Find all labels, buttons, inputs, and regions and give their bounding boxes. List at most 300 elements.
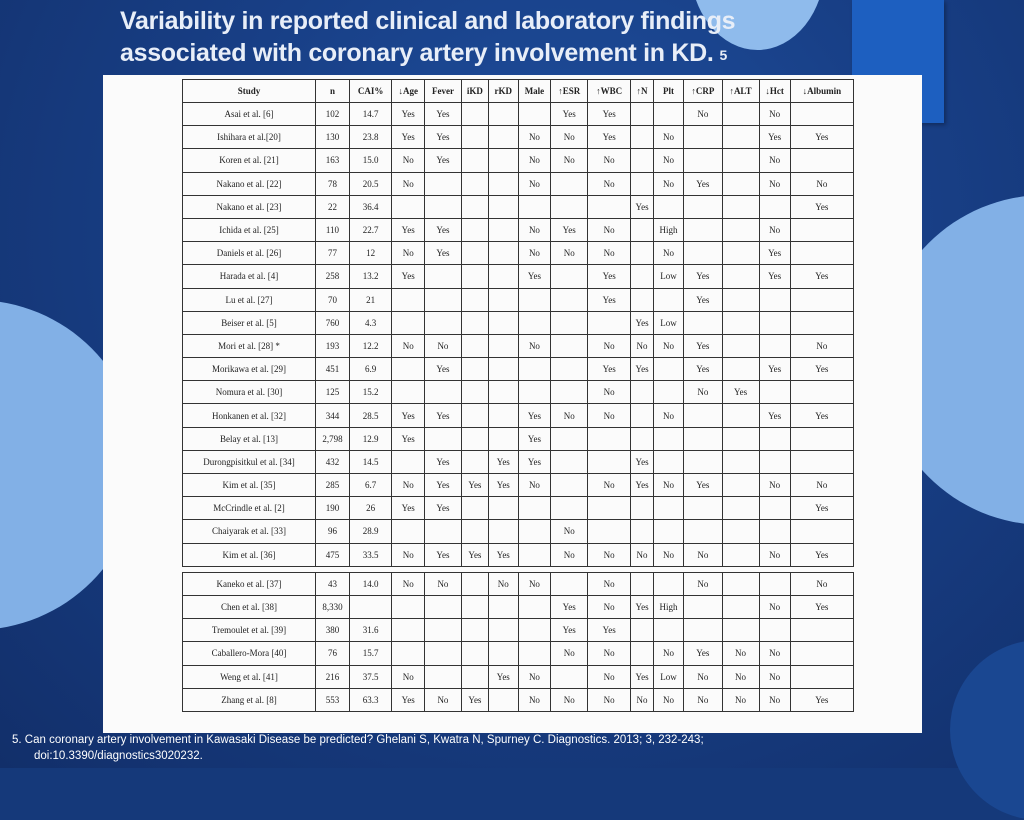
table-cell: No	[722, 642, 759, 665]
column-header: Study	[183, 80, 316, 103]
table-cell: Yes	[790, 497, 853, 520]
table-cell	[684, 450, 722, 473]
table-cell: Yes	[518, 450, 551, 473]
study-cell: Weng et al. [41]	[183, 665, 316, 688]
table-cell	[392, 381, 425, 404]
table-cell	[653, 358, 683, 381]
study-cell: Caballero-Mora [40]	[183, 642, 316, 665]
footnote-citation: 5. Can coronary artery involvement in Kawasaki Disease be predicted? Ghelani S, Kwatra N, Spurney C. Diagnostics. 2013; 3, 232-243;	[12, 734, 704, 746]
table-cell	[518, 497, 551, 520]
table-cell	[759, 450, 790, 473]
table-cell	[588, 497, 631, 520]
table-cell: No	[588, 334, 631, 357]
table-cell	[518, 288, 551, 311]
table-cell: No	[425, 334, 462, 357]
table-cell: No	[631, 688, 654, 711]
table-cell	[518, 195, 551, 218]
table-cell: No	[518, 334, 551, 357]
column-header: CAI%	[349, 80, 391, 103]
study-cell: Chaiyarak et al. [33]	[183, 520, 316, 543]
table-cell: 76	[316, 642, 350, 665]
table-cell	[759, 195, 790, 218]
table-cell	[722, 358, 759, 381]
table-cell	[551, 427, 588, 450]
table-cell	[722, 311, 759, 334]
table-cell: No	[759, 103, 790, 126]
table-cell: No	[588, 218, 631, 241]
table-cell	[518, 358, 551, 381]
table-cell: Yes	[518, 404, 551, 427]
table-cell	[392, 288, 425, 311]
table-cell: No	[653, 172, 683, 195]
study-cell: Harada et al. [4]	[183, 265, 316, 288]
table-cell: Yes	[425, 474, 462, 497]
table-cell: 36.4	[349, 195, 391, 218]
table-cell: Yes	[759, 358, 790, 381]
table-cell	[631, 288, 654, 311]
table-cell	[722, 497, 759, 520]
column-header: ↓Hct	[759, 80, 790, 103]
table-cell	[684, 595, 722, 618]
table-row	[183, 358, 854, 381]
table-row	[183, 642, 854, 665]
table-cell: 14.0	[349, 572, 391, 595]
study-cell: Beiser et al. [5]	[183, 311, 316, 334]
table-cell: 78	[316, 172, 350, 195]
title-reference: 5	[719, 47, 728, 63]
table-cell	[653, 497, 683, 520]
table-cell: 6.9	[349, 358, 391, 381]
table-cell: Yes	[759, 126, 790, 149]
table-cell: Yes	[425, 149, 462, 172]
table-cell: 125	[316, 381, 350, 404]
table-cell: No	[588, 665, 631, 688]
title-line-1: Variability in reported clinical and laboratory findings	[120, 7, 736, 35]
table-cell	[489, 381, 519, 404]
study-cell: Morikawa et al. [29]	[183, 358, 316, 381]
table-cell: Yes	[518, 265, 551, 288]
study-cell: Zhang et al. [8]	[183, 688, 316, 711]
table-cell	[551, 311, 588, 334]
table-cell	[425, 665, 462, 688]
table-cell: 553	[316, 688, 350, 711]
table-cell: No	[518, 172, 551, 195]
study-cell: Chen et al. [38]	[183, 595, 316, 618]
table-cell: Yes	[790, 543, 853, 566]
table-cell	[790, 642, 853, 665]
title-line-2	[120, 37, 840, 69]
table-cell: Yes	[392, 404, 425, 427]
table-cell: No	[653, 474, 683, 497]
table-row	[183, 242, 854, 265]
study-cell: Koren et al. [21]	[183, 149, 316, 172]
table-cell: 20.5	[349, 172, 391, 195]
table-cell: 23.8	[349, 126, 391, 149]
table-cell: Yes	[631, 195, 654, 218]
table-cell	[551, 474, 588, 497]
table-cell	[551, 497, 588, 520]
table-cell	[631, 103, 654, 126]
table-cell	[684, 311, 722, 334]
table-cell: 163	[316, 149, 350, 172]
table-cell	[392, 642, 425, 665]
table-cell	[551, 334, 588, 357]
table-cell	[551, 665, 588, 688]
table-cell	[631, 642, 654, 665]
table-cell: 8,330	[316, 595, 350, 618]
study-cell: Kim et al. [35]	[183, 474, 316, 497]
table-cell: 14.5	[349, 450, 391, 473]
table-cell: 451	[316, 358, 350, 381]
table-cell	[551, 265, 588, 288]
table-row	[183, 195, 854, 218]
table-cell	[425, 311, 462, 334]
table-cell	[722, 218, 759, 241]
table-row	[183, 311, 854, 334]
table-cell	[461, 595, 488, 618]
column-header: ↓Albumin	[790, 80, 853, 103]
table-cell: No	[551, 126, 588, 149]
table-cell: No	[392, 543, 425, 566]
table-cell	[631, 126, 654, 149]
table-cell	[722, 288, 759, 311]
table-cell	[461, 642, 488, 665]
table-cell	[551, 172, 588, 195]
table-cell	[653, 195, 683, 218]
table-cell: 216	[316, 665, 350, 688]
table-cell	[518, 543, 551, 566]
table-cell: 12.2	[349, 334, 391, 357]
table-cell: No	[653, 149, 683, 172]
table-image	[103, 75, 922, 733]
table-cell: No	[425, 688, 462, 711]
slide-title	[120, 5, 840, 69]
table-cell	[759, 334, 790, 357]
table-cell: No	[588, 242, 631, 265]
table-cell	[518, 103, 551, 126]
study-cell: Belay et al. [13]	[183, 427, 316, 450]
table-cell	[588, 195, 631, 218]
table-cell	[588, 520, 631, 543]
table-cell: No	[653, 688, 683, 711]
table-row	[183, 543, 854, 566]
table-cell	[489, 265, 519, 288]
table-cell: No	[759, 218, 790, 241]
table-cell: Yes	[425, 543, 462, 566]
table-cell: Yes	[684, 172, 722, 195]
column-header: rKD	[489, 80, 519, 103]
study-cell: Nakano et al. [23]	[183, 195, 316, 218]
table-cell	[790, 381, 853, 404]
table-cell	[461, 242, 488, 265]
table-cell: No	[588, 404, 631, 427]
table-cell	[518, 642, 551, 665]
table-cell	[461, 126, 488, 149]
table-cell	[631, 572, 654, 595]
table-cell: No	[518, 218, 551, 241]
table-cell: 760	[316, 311, 350, 334]
table-cell: No	[392, 474, 425, 497]
table-cell: Yes	[759, 242, 790, 265]
table-cell	[489, 172, 519, 195]
study-cell: Tremoulet et al. [39]	[183, 619, 316, 642]
table-cell: Yes	[588, 288, 631, 311]
table-cell	[551, 450, 588, 473]
table-cell	[588, 450, 631, 473]
table-cell	[722, 572, 759, 595]
table-cell	[790, 103, 853, 126]
table-row	[183, 450, 854, 473]
table-cell: No	[790, 474, 853, 497]
table-cell	[759, 619, 790, 642]
table-cell	[461, 218, 488, 241]
table-cell	[425, 172, 462, 195]
table-cell	[489, 126, 519, 149]
table-cell: Yes	[392, 218, 425, 241]
table-cell: No	[759, 642, 790, 665]
table-cell	[551, 288, 588, 311]
table-cell: Yes	[425, 497, 462, 520]
table-cell: No	[392, 572, 425, 595]
table-cell	[489, 103, 519, 126]
table-cell: Yes	[684, 358, 722, 381]
table-cell: No	[759, 665, 790, 688]
table-cell: No	[759, 172, 790, 195]
table-cell: Yes	[631, 450, 654, 473]
table-cell: 26	[349, 497, 391, 520]
table-cell	[790, 242, 853, 265]
table-cell: No	[518, 126, 551, 149]
table-cell	[790, 520, 853, 543]
table-cell: Yes	[461, 543, 488, 566]
table-cell: No	[653, 334, 683, 357]
table-cell: High	[653, 218, 683, 241]
table-cell	[588, 427, 631, 450]
table-cell: 344	[316, 404, 350, 427]
table-cell	[461, 265, 488, 288]
table-cell: No	[588, 172, 631, 195]
table-cell: No	[392, 149, 425, 172]
table-cell: No	[588, 474, 631, 497]
table-cell	[461, 172, 488, 195]
table-cell: No	[684, 543, 722, 566]
table-cell: Yes	[551, 619, 588, 642]
table-cell	[489, 619, 519, 642]
table-cell: Yes	[790, 595, 853, 618]
table-cell	[722, 543, 759, 566]
table-cell: No	[653, 404, 683, 427]
table-cell: Yes	[631, 311, 654, 334]
table-cell	[489, 242, 519, 265]
table-cell	[461, 311, 488, 334]
table-cell: 33.5	[349, 543, 391, 566]
table-row	[183, 572, 854, 595]
table-cell	[551, 381, 588, 404]
table-cell	[425, 265, 462, 288]
table-cell	[684, 497, 722, 520]
study-cell: Asai et al. [6]	[183, 103, 316, 126]
table-cell: Yes	[631, 665, 654, 688]
table-cell: Yes	[392, 126, 425, 149]
table-row	[183, 665, 854, 688]
study-cell: Mori et al. [28] *	[183, 334, 316, 357]
table-row	[183, 265, 854, 288]
table-cell: 63.3	[349, 688, 391, 711]
table-cell: Low	[653, 665, 683, 688]
findings-table	[182, 79, 854, 712]
table-cell	[684, 242, 722, 265]
table-cell: No	[653, 242, 683, 265]
table-cell: 12	[349, 242, 391, 265]
table-cell	[518, 311, 551, 334]
table-cell: No	[684, 381, 722, 404]
table-cell: 21	[349, 288, 391, 311]
column-header: iKD	[461, 80, 488, 103]
table-cell	[790, 149, 853, 172]
table-row	[183, 474, 854, 497]
table-cell: Yes	[551, 595, 588, 618]
table-cell: Yes	[631, 595, 654, 618]
table-cell	[461, 149, 488, 172]
table-cell	[425, 595, 462, 618]
table-cell: Yes	[588, 126, 631, 149]
table-cell	[461, 619, 488, 642]
table-cell: No	[588, 688, 631, 711]
table-cell: No	[518, 149, 551, 172]
table-cell: Low	[653, 265, 683, 288]
table-cell: Yes	[588, 265, 631, 288]
table-cell: No	[551, 543, 588, 566]
column-header: ↓Age	[392, 80, 425, 103]
table-cell: Yes	[588, 619, 631, 642]
table-cell: Yes	[425, 358, 462, 381]
table-cell	[631, 265, 654, 288]
table-cell	[790, 311, 853, 334]
table-cell: No	[759, 688, 790, 711]
column-header: ↑ALT	[722, 80, 759, 103]
table-cell: Yes	[425, 242, 462, 265]
table-cell	[790, 450, 853, 473]
table-cell	[461, 288, 488, 311]
table-cell	[489, 404, 519, 427]
table-cell	[489, 688, 519, 711]
table-cell	[518, 520, 551, 543]
table-cell	[349, 595, 391, 618]
table-cell	[631, 149, 654, 172]
table-cell	[489, 358, 519, 381]
table-cell: No	[551, 642, 588, 665]
table-cell: No	[684, 665, 722, 688]
table-cell	[653, 103, 683, 126]
table-cell	[461, 103, 488, 126]
table-cell: No	[722, 665, 759, 688]
table-cell: Yes	[759, 265, 790, 288]
table-cell: 380	[316, 619, 350, 642]
table-cell: No	[551, 688, 588, 711]
table-cell: 2,798	[316, 427, 350, 450]
table-cell: Yes	[759, 404, 790, 427]
table-cell: Yes	[790, 358, 853, 381]
table-cell	[518, 381, 551, 404]
table-cell: 28.5	[349, 404, 391, 427]
footnote-doi: doi:10.3390/diagnostics3020232.	[34, 750, 203, 762]
table-cell	[489, 427, 519, 450]
table-cell	[489, 642, 519, 665]
table-cell: 31.6	[349, 619, 391, 642]
table-cell: Yes	[790, 126, 853, 149]
table-cell: No	[392, 665, 425, 688]
table-cell	[425, 642, 462, 665]
table-cell	[461, 427, 488, 450]
table-cell: Yes	[392, 688, 425, 711]
table-cell	[684, 218, 722, 241]
footnote	[12, 732, 1012, 764]
table-cell: No	[588, 642, 631, 665]
study-cell: McCrindle et al. [2]	[183, 497, 316, 520]
table-cell: No	[518, 242, 551, 265]
table-cell	[722, 103, 759, 126]
table-cell: No	[759, 543, 790, 566]
table-cell	[551, 358, 588, 381]
table-cell: Yes	[489, 474, 519, 497]
table-cell	[392, 619, 425, 642]
table-cell: Yes	[790, 688, 853, 711]
table-cell: Yes	[425, 103, 462, 126]
table-cell	[631, 497, 654, 520]
study-cell: Ishihara et al.[20]	[183, 126, 316, 149]
table-cell: No	[551, 520, 588, 543]
table-cell: 15.0	[349, 149, 391, 172]
table-cell	[722, 149, 759, 172]
table-cell	[489, 497, 519, 520]
table-cell	[684, 427, 722, 450]
table-cell	[392, 358, 425, 381]
table-cell: 12.9	[349, 427, 391, 450]
table-cell: Yes	[489, 665, 519, 688]
table-cell	[759, 427, 790, 450]
table-row	[183, 427, 854, 450]
table-row	[183, 520, 854, 543]
table-cell: No	[722, 688, 759, 711]
table-cell: Yes	[790, 195, 853, 218]
column-header: Plt	[653, 80, 683, 103]
table-cell: No	[759, 149, 790, 172]
table-cell: 190	[316, 497, 350, 520]
column-header: ↑ESR	[551, 80, 588, 103]
table-row	[183, 218, 854, 241]
table-cell: 432	[316, 450, 350, 473]
table-cell: Yes	[722, 381, 759, 404]
table-cell	[461, 195, 488, 218]
study-cell: Durongpisitkul et al. [34]	[183, 450, 316, 473]
table-cell: 130	[316, 126, 350, 149]
table-cell: No	[551, 149, 588, 172]
table-cell: Yes	[684, 334, 722, 357]
table-cell: Yes	[425, 126, 462, 149]
table-cell	[722, 404, 759, 427]
study-cell: Ichida et al. [25]	[183, 218, 316, 241]
table-cell	[790, 619, 853, 642]
table-cell	[551, 195, 588, 218]
table-cell	[461, 572, 488, 595]
table-cell	[684, 149, 722, 172]
table-row	[183, 497, 854, 520]
table-cell	[425, 195, 462, 218]
table-cell: No	[684, 572, 722, 595]
table-cell	[631, 427, 654, 450]
table-cell	[684, 195, 722, 218]
table-cell	[631, 381, 654, 404]
